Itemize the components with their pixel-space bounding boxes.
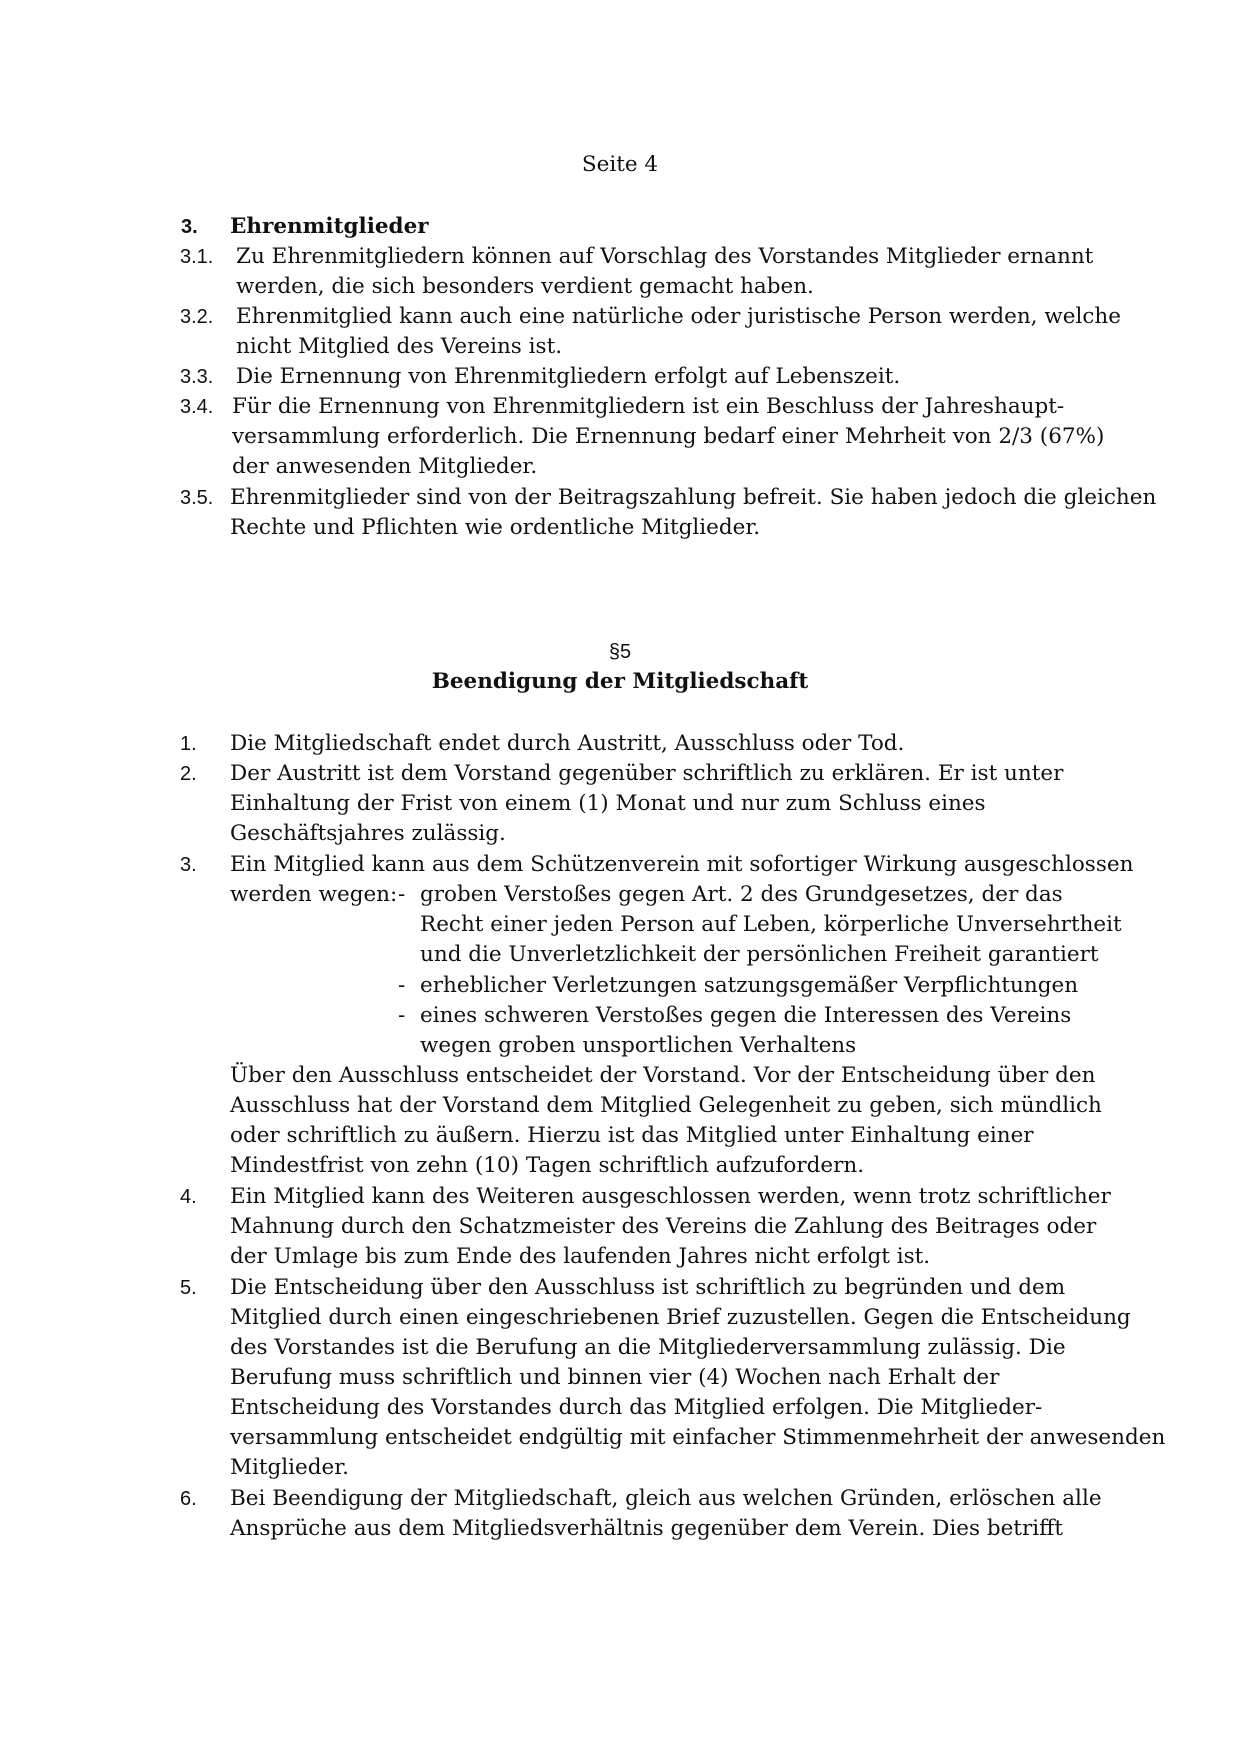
reason-1-line-3: und die Unverletzlichkeit der persönlichen Freiheit garantiert [420, 942, 1099, 967]
item-1-line-1: Die Mitgliedschaft endet durch Austritt, Ausschluss oder Tod. [230, 731, 905, 756]
reason-3-line-1: eines schweren Verstoßes gegen die Interessen des Vereins [420, 1003, 1072, 1028]
item-5-number: 5. [180, 1277, 197, 1299]
item-2-line-1: Der Austritt ist dem Vorstand gegenüber schriftlich zu erklären. Er ist unter [230, 761, 1064, 786]
item-6-line-2: Ansprüche aus dem Mitgliedsverhältnis gegenüber dem Verein. Dies betrifft [230, 1516, 1064, 1541]
item-3-4-line-1: Für die Ernennung von Ehrenmitgliedern ist ein Beschluss der Jahreshaupt- [232, 394, 1065, 419]
reason-3-line-2: wegen groben unsportlichen Verhaltens [420, 1033, 857, 1058]
item-3-3-number: 3.3. [180, 366, 214, 388]
item-3-4-line-2: versammlung erforderlich. Die Ernennung bedarf einer Mehrheit von 2/3 (67%) [232, 424, 1105, 449]
item-4-line-2: Mahnung durch den Schatzmeister des Vereins die Zahlung des Beitrages oder [230, 1214, 1097, 1239]
reason-1-line-2: Recht einer jeden Person auf Leben, körperliche Unversehrtheit [420, 912, 1122, 937]
item-4-line-1: Ein Mitglied kann des Weiteren ausgeschlossen werden, wenn trotz schriftlicher [230, 1184, 1111, 1209]
item-3-2-line-2: nicht Mitglied des Vereins ist. [236, 334, 563, 359]
reason-1-line-1: groben Verstoßes gegen Art. 2 des Grundgesetzes, der das [420, 882, 1063, 907]
item-3-5-line-1: Ehrenmitglieder sind von der Beitragszahlung befreit. Sie haben jedoch die gleichen [230, 485, 1157, 510]
item-3-after-line-4: Mindestfrist von zehn (10) Tagen schriftlich aufzufordern. [230, 1153, 865, 1178]
item-5-line-7: Mitglieder. [230, 1455, 350, 1480]
item-3-after-line-3: oder schriftlich zu äußern. Hierzu ist das Mitglied unter Einhaltung einer [230, 1123, 1034, 1148]
item-5-line-2: Mitglied durch einen eingeschriebenen Brief zuzustellen. Gegen die Entscheidung [230, 1305, 1131, 1330]
item-5-line-6: versammlung entscheidet endgültig mit einfacher Stimmenmehrheit der anwesenden [230, 1425, 1166, 1450]
item-3-2-line-1: Ehrenmitglied kann auch eine natürliche oder juristische Person werden, welche [236, 304, 1121, 329]
section3-number: 3. [181, 216, 198, 238]
item-3-5-number: 3.5. [180, 487, 214, 509]
reason-2-dash: - [398, 973, 406, 998]
item-5-line-3: des Vorstandes ist die Berufung an die Mitgliederversammlung zulässig. Die [230, 1335, 1066, 1360]
item-6-number: 6. [180, 1488, 197, 1510]
item-3-line-1: Ein Mitglied kann aus dem Schützenverein mit sofortiger Wirkung ausgeschlossen [230, 852, 1134, 877]
page-header: Seite 4 [581, 152, 659, 177]
item-3-3-line-1: Die Ernennung von Ehrenmitgliedern erfolgt auf Lebenszeit. [236, 364, 901, 389]
item-3-2-number: 3.2. [180, 306, 214, 328]
item-4-number: 4. [180, 1186, 197, 1208]
item-3-4-line-3: der anwesenden Mitglieder. [232, 454, 538, 479]
item-3-1-line-1: Zu Ehrenmitgliedern können auf Vorschlag des Vorstandes Mitglieder ernannt [236, 244, 1094, 269]
item-6-line-1: Bei Beendigung der Mitgliedschaft, gleich aus welchen Gründen, erlöschen alle [230, 1486, 1102, 1511]
item-2-line-2: Einhaltung der Frist von einem (1) Monat und nur zum Schluss eines [230, 791, 986, 816]
reason-1-dash: - [398, 882, 406, 907]
item-3-lead: werden wegen: [230, 882, 398, 907]
section3-title: Ehrenmitglieder [230, 214, 429, 239]
reason-3-dash: - [398, 1003, 406, 1028]
item-5-line-4: Berufung muss schriftlich und binnen vier (4) Wochen nach Erhalt der [230, 1365, 1000, 1390]
item-3-1-line-2: werden, die sich besonders verdient gemacht haben. [236, 274, 814, 299]
item-3-5-line-2: Rechte und Pflichten wie ordentliche Mitglieder. [230, 515, 761, 540]
item-2-line-3: Geschäftsjahres zulässig. [230, 821, 506, 846]
reason-2-line-1: erheblicher Verletzungen satzungsgemäßer Verpflichtungen [420, 973, 1079, 998]
item-3-4-number: 3.4. [180, 396, 214, 418]
item-3-after-line-2: Ausschluss hat der Vorstand dem Mitglied Gelegenheit zu geben, sich mündlich [230, 1093, 1102, 1118]
item-3-number: 3. [180, 854, 197, 876]
item-1-number: 1. [180, 733, 197, 755]
item-3-after-line-1: Über den Ausschluss entscheidet der Vorstand. Vor der Entscheidung über den [230, 1063, 1096, 1088]
item-5-line-1: Die Entscheidung über den Ausschluss ist schriftlich zu begründen und dem [230, 1275, 1066, 1300]
section5-symbol: §5 [608, 641, 632, 663]
item-4-line-3: der Umlage bis zum Ende des laufenden Jahres nicht erfolgt ist. [230, 1244, 931, 1269]
item-3-1-number: 3.1. [180, 246, 214, 268]
item-2-number: 2. [180, 763, 197, 785]
item-5-line-5: Entscheidung des Vorstandes durch das Mitglied erfolgen. Die Mitglieder- [230, 1395, 1043, 1420]
section5-title: Beendigung der Mitgliedschaft [431, 669, 809, 694]
